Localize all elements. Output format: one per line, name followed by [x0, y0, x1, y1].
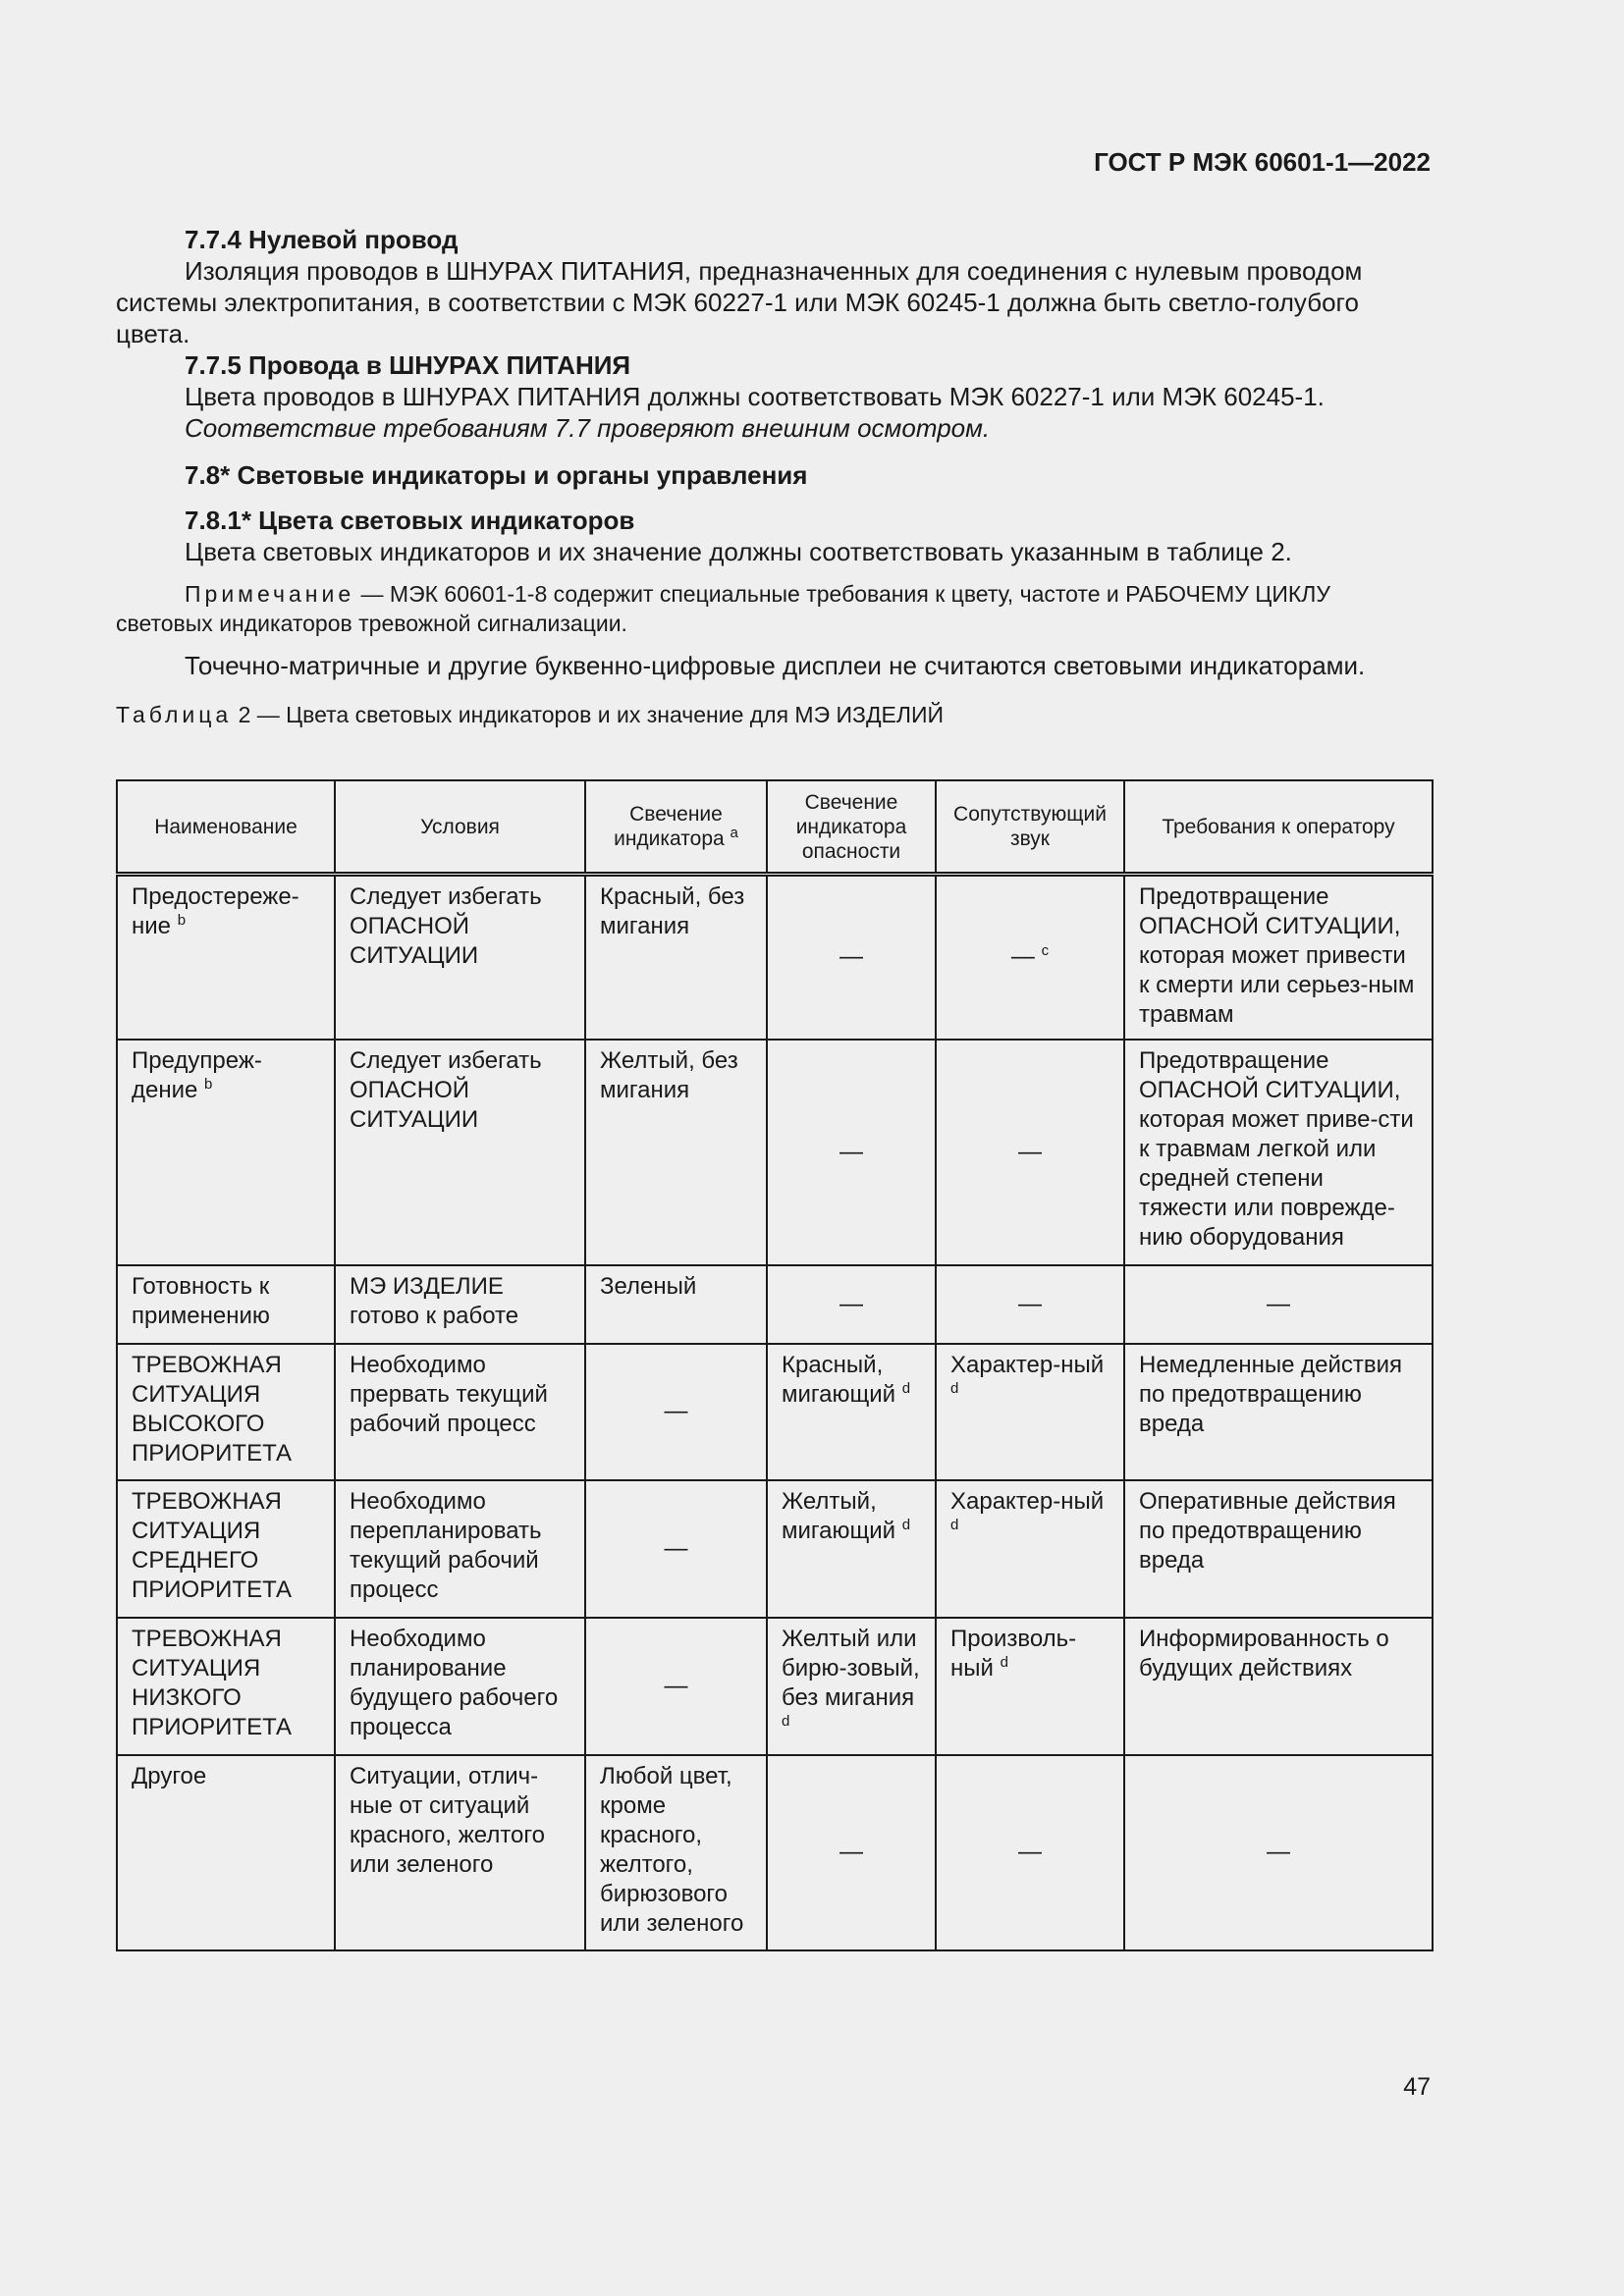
- cell-conditions: Необходимо перепланировать текущий рабочий процесс: [335, 1480, 585, 1618]
- cell-indicator: Любой цвет, кроме красного, желтого, бирюзового или зеленого: [585, 1755, 767, 1950]
- paragraph-7-7-4: Изоляция проводов в ШНУРАХ ПИТАНИЯ, предназначенных для соединения с нулевым проводом системы электропитания, в соответствии с МЭК 60227-1 или МЭК 60245-1 должна быть светло-голубого цвета.: [116, 256, 1363, 348]
- cell-name: ТРЕВОЖНАЯ СИТУАЦИЯ ВЫСОКОГО ПРИОРИТЕТА: [117, 1344, 335, 1480]
- cell-danger-indicator: —: [767, 1755, 936, 1950]
- cell-conditions: Необходимо прервать текущий рабочий процесс: [335, 1344, 585, 1480]
- cell-indicator: —: [585, 1480, 767, 1618]
- cell-conditions: Ситуации, отлич-ные от ситуаций красного, желтого или зеленого: [335, 1755, 585, 1950]
- cell-name: ТРЕВОЖНАЯ СИТУАЦИЯ НИЗКОГО ПРИОРИТЕТА: [117, 1618, 335, 1755]
- cell-conditions: Следует избегать ОПАСНОЙ СИТУАЦИИ: [335, 875, 585, 1040]
- note-text: — МЭК 60601-1-8 содержит специальные требования к цвету, частоте и РАБОЧЕМУ ЦИКЛУ световых индикаторов тревожной сигнализации.: [116, 581, 1330, 636]
- cell-name: ТРЕВОЖНАЯ СИТУАЦИЯ СРЕДНЕГО ПРИОРИТЕТА: [117, 1480, 335, 1618]
- cell-sound: [936, 1618, 1124, 1755]
- footnote-d: d: [901, 1516, 911, 1533]
- cell-danger-indicator: —: [767, 1265, 936, 1344]
- footnote-b: b: [204, 1075, 213, 1093]
- cell-name-text: Предостереже-ние: [132, 883, 299, 939]
- table-caption: [116, 699, 1432, 730]
- cell-sound: —: [936, 1755, 1124, 1950]
- cell-name: Готовность к применению: [117, 1265, 335, 1344]
- cell-sound: —: [936, 1040, 1124, 1265]
- cell-conditions: Необходимо планирование будущего рабочего процесса: [335, 1618, 585, 1755]
- cell-sound-text: Характер-ный: [950, 1487, 1105, 1515]
- cell-danger-indicator: [767, 1618, 936, 1755]
- cell-indicator: Зеленый: [585, 1265, 767, 1344]
- table-caption-text: 2 — Цвета световых индикаторов и их значение для МЭ ИЗДЕЛИЙ: [232, 702, 945, 727]
- cell-operator-requirements: Предотвращение ОПАСНОЙ СИТУАЦИИ, которая может привести к смерти или серьез-ным травмам: [1124, 875, 1433, 1040]
- cell-operator-requirements: Оперативные действия по предотвращению вреда: [1124, 1480, 1433, 1618]
- heading-7-7-4: 7.7.4 Нулевой провод: [185, 225, 459, 254]
- footnote-a: a: [730, 825, 738, 841]
- cell-danger-indicator: [767, 1344, 936, 1480]
- cell-indicator: Желтый, без мигания: [585, 1040, 767, 1265]
- header-sound: Сопутствующий звук: [936, 780, 1124, 875]
- cell-sound-text: Произволь-ный: [950, 1625, 1077, 1682]
- table-row: [117, 1618, 1433, 1755]
- paragraph-displays: Точечно-матричные и другие буквенно-цифровые дисплеи не считаются световыми индикаторами.: [185, 651, 1366, 680]
- cell-operator-requirements: —: [1124, 1265, 1433, 1344]
- paragraph-7-7-5: Цвета проводов в ШНУРАХ ПИТАНИЯ должны соответствовать МЭК 60227-1 или МЭК 60245-1.: [185, 382, 1325, 411]
- cell-danger-indicator: —: [767, 1040, 936, 1265]
- document-code: ГОСТ Р МЭК 60601-1—2022: [1094, 147, 1431, 177]
- cell-operator-requirements: Предотвращение ОПАСНОЙ СИТУАЦИИ, которая может приве-сти к травмам легкой или средней степени тяжести или поврежде-нию оборудования: [1124, 1040, 1433, 1265]
- cell-danger-text: Желтый, мигающий: [782, 1487, 896, 1544]
- header-danger-indicator: Свечение индикатора опасности: [767, 780, 936, 875]
- footnote-d: d: [950, 1516, 959, 1533]
- cell-danger-indicator: —: [767, 875, 936, 1040]
- cell-operator-requirements: —: [1124, 1755, 1433, 1950]
- cell-sound-text: Характер-ный: [950, 1351, 1105, 1378]
- cell-operator-requirements: Информированность о будущих действиях: [1124, 1618, 1433, 1755]
- page-number: 47: [1403, 2073, 1431, 2101]
- cell-operator-requirements: Немедленные действия по предотвращению вреда: [1124, 1344, 1433, 1480]
- table-row: [117, 1480, 1433, 1618]
- cell-conditions: Следует избегать ОПАСНОЙ СИТУАЦИИ: [335, 1040, 585, 1265]
- cell-danger-indicator: [767, 1480, 936, 1618]
- paragraph-7-8-1: Цвета световых индикаторов и их значение должны соответствовать указанным в таблице 2.: [185, 537, 1292, 566]
- table-row: [117, 1344, 1433, 1480]
- note: [116, 579, 1432, 638]
- compliance-note: Соответствие требованиям 7.7 проверяют внешним осмотром.: [185, 413, 991, 443]
- note-label: Примечание: [185, 581, 355, 607]
- cell-indicator: —: [585, 1344, 767, 1480]
- cell-danger-text: Желтый или бирю-зовый, без мигания: [782, 1625, 920, 1711]
- header-operator-requirements: Требования к оператору: [1124, 780, 1433, 875]
- cell-name: Другое: [117, 1755, 335, 1950]
- header-indicator: [585, 780, 767, 875]
- cell-indicator: —: [585, 1618, 767, 1755]
- cell-danger-text: Красный, мигающий: [782, 1351, 896, 1408]
- header-conditions: Условия: [335, 780, 585, 875]
- table-caption-label: Таблица: [116, 702, 233, 727]
- heading-7-7-5: 7.7.5 Провода в ШНУРАХ ПИТАНИЯ: [185, 350, 631, 380]
- table-row: [117, 1040, 1433, 1265]
- heading-7-8-1: 7.8.1* Цвета световых индикаторов: [185, 506, 635, 535]
- cell-sound: —: [936, 1265, 1124, 1344]
- header-indicator-label: Свечение индикатора: [614, 803, 725, 850]
- footnote-d: d: [782, 1712, 790, 1730]
- footnote-d: d: [901, 1379, 911, 1397]
- cell-sound-text: —: [1010, 943, 1035, 971]
- table-header-row: [117, 780, 1433, 875]
- indicator-colors-table: [116, 779, 1434, 1951]
- cell-name: [117, 875, 335, 1040]
- cell-name: [117, 1040, 335, 1265]
- cell-sound: [936, 1480, 1124, 1618]
- cell-name-text: Предупреж-дение: [132, 1046, 262, 1103]
- table-row: [117, 1755, 1433, 1950]
- table-row: [117, 1265, 1433, 1344]
- table-row: [117, 875, 1433, 1040]
- footnote-c: c: [1041, 942, 1050, 960]
- footnote-b: b: [177, 912, 187, 929]
- cell-sound: [936, 1344, 1124, 1480]
- cell-conditions: МЭ ИЗДЕЛИЕ готово к работе: [335, 1265, 585, 1344]
- footnote-d: d: [1000, 1653, 1008, 1671]
- footnote-d: d: [950, 1379, 959, 1397]
- header-name: Наименование: [117, 780, 335, 875]
- cell-indicator: Красный, без мигания: [585, 875, 767, 1040]
- body-text: [116, 224, 1432, 730]
- cell-sound: [936, 875, 1124, 1040]
- heading-7-8: 7.8* Световые индикаторы и органы управления: [185, 460, 808, 490]
